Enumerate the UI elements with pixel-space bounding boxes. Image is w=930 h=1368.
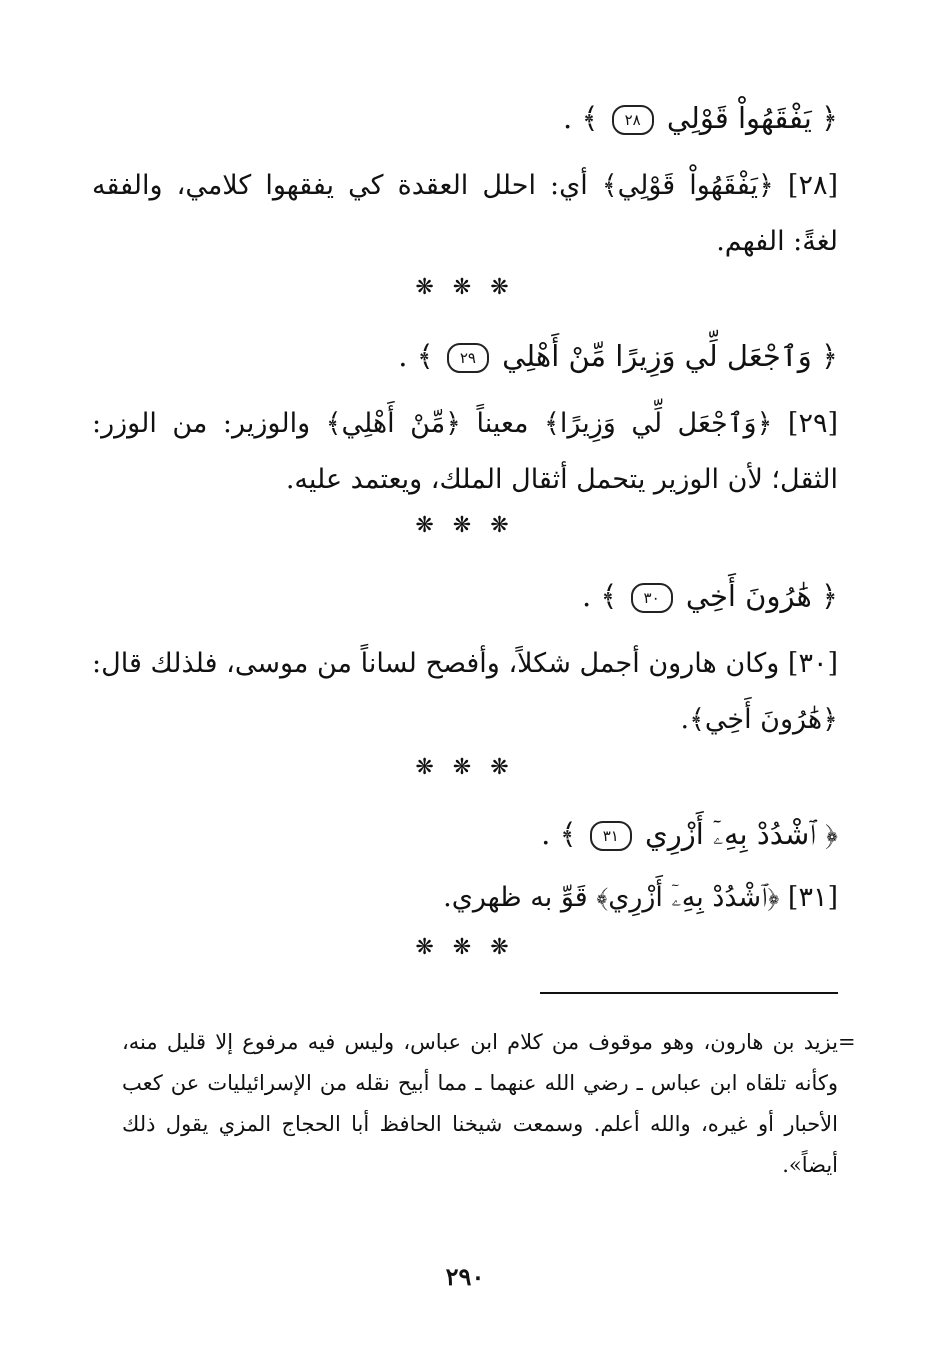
verse-text: يَفْقَهُواْ قَوْلِي <box>666 101 812 135</box>
footnote-divider <box>540 992 838 994</box>
verse-text: هَٰرُونَ أَخِي <box>685 579 812 613</box>
ayah-number-marker: ٣٠ <box>631 583 673 613</box>
section-separator: ❋ ❋ ❋ <box>415 275 515 300</box>
verse-end-dot: . <box>563 101 573 135</box>
verse-text: ٱشْدُدْ بِهِۦٓ أَزْرِي <box>645 817 816 851</box>
verse-end-dot: . <box>398 339 408 373</box>
ayah-number-marker: ٢٨ <box>612 105 654 135</box>
verse-close-bracket: ﴾ <box>416 339 434 373</box>
verse-end-dot: . <box>581 579 592 613</box>
footnote-continuation-mark: = <box>838 1030 856 1054</box>
ayah-number-marker: ٣١ <box>590 821 632 851</box>
tafsir-paragraph-31: [٣١] ﴿ٱشْدُدْ بِهِۦٓ أَزْرِي﴾ قَوِّ به ظهري. <box>443 882 838 913</box>
section-separator: ❋ ❋ ❋ <box>415 513 515 538</box>
tafsir-paragraph-30: [٣٠] وكان هارون أجمل شكلاً، وأفصح لساناً من موسى، فلذلك قال: ﴿هَٰرُونَ أَخِي﴾. <box>92 648 838 735</box>
verse-open-bracket: ﴿ <box>821 579 838 613</box>
footnote-text: يزيد بن هارون، وهو موقوف من كلام ابن عباس، وليس فيه مرفوع إلا قليل منه، وكأنه تلقاه ابن عباس ـ رضي الله عنهما ـ مما أبيح نقله من الإسرائيليات عن كعب الأحبار أو غيره، والله أعلم. وسمعت شيخنا الحافظ أبا الحجاج المزي يقول ذلك أيضاً». <box>122 1030 838 1177</box>
verse-open-bracket: ﴿ <box>821 339 838 373</box>
verse-close-bracket: ﴾ <box>581 101 599 135</box>
tafsir-paragraph-29: [٢٩] ﴿وَٱجْعَل لِّي وَزِيرًا﴾ معيناً ﴿مِّنْ أَهْلِي﴾ والوزير: من الوزر: الثقل؛ لأن الوزير يتحمل أثقال الملك، ويعتمد عليه. <box>92 408 838 495</box>
verse-close-bracket: ﴾ <box>600 579 618 613</box>
tafsir-paragraph-28: [٢٨] ﴿يَفْقَهُواْ قَوْلِي﴾ أي: احلل العقدة كي يفقهوا كلامي، والفقه لغةً: الفهم. <box>92 170 838 257</box>
verse-28 <box>92 96 838 140</box>
page-number: ٢٩٠ <box>445 1262 485 1291</box>
verse-31 <box>92 812 838 856</box>
verse-open-bracket: ﴿ <box>825 817 838 851</box>
verse-text: وَٱجْعَل لِّي وَزِيرًا مِّنْ أَهْلِي <box>502 339 812 373</box>
verse-30 <box>92 574 838 618</box>
ayah-number-marker: ٢٩ <box>447 343 489 373</box>
section-separator: ❋ ❋ ❋ <box>415 755 515 780</box>
verse-open-bracket: ﴿ <box>821 101 838 135</box>
verse-close-bracket: ﴾ <box>559 817 577 851</box>
verse-29 <box>92 334 838 378</box>
verse-end-dot: . <box>541 817 551 851</box>
section-separator: ❋ ❋ ❋ <box>415 935 515 960</box>
